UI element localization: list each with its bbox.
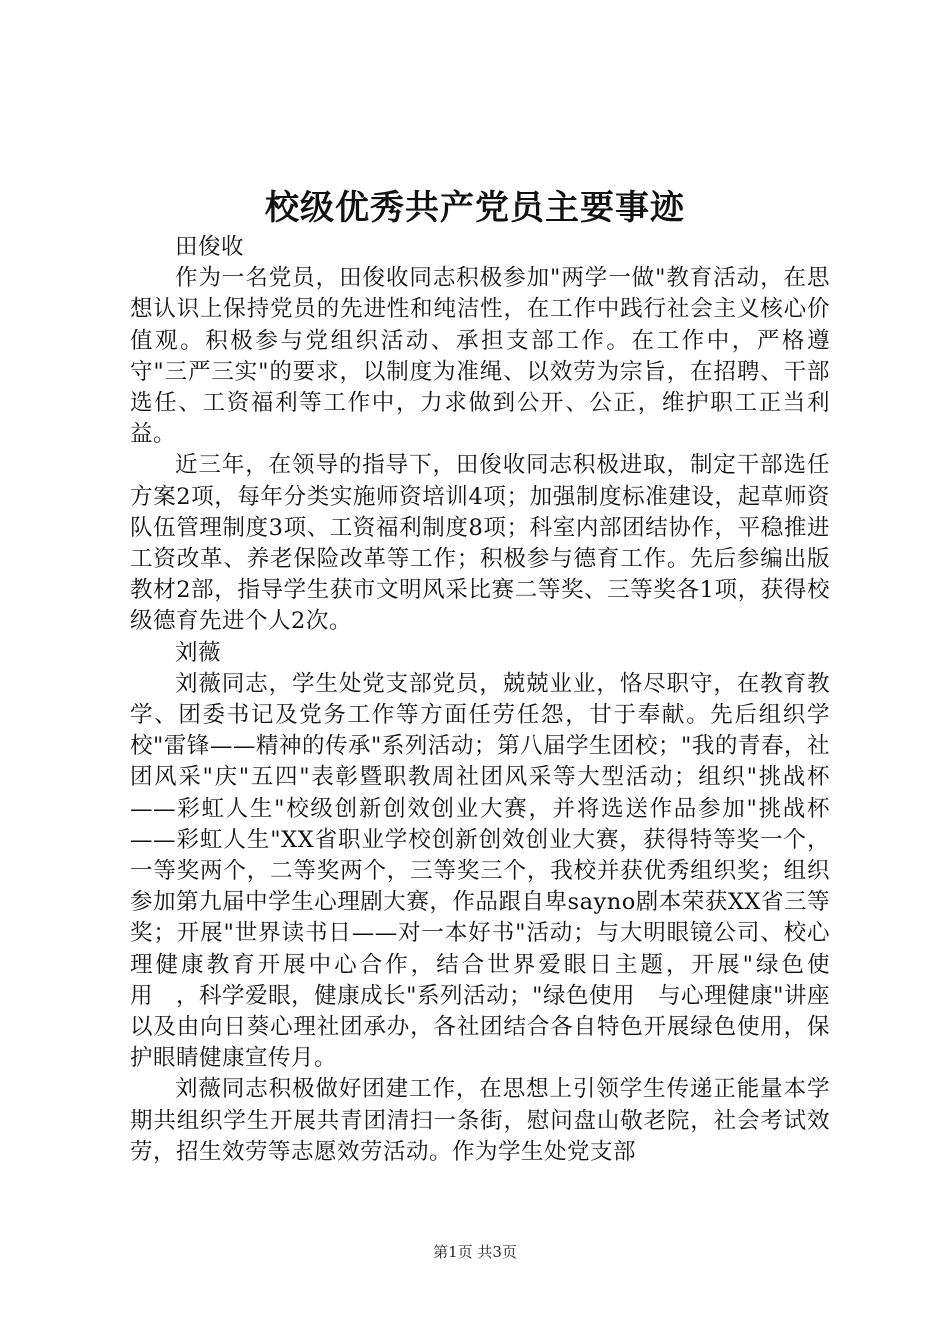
document-body (130, 232, 830, 1168)
paragraph: 作为一名党员，田俊收同志积极参加"两学一做"教育活动，在思想认识上保持党员的先进性和纯洁性，在工作中践行社会主义核心价值观。积极参与党组织活动、承担支部工作。在工作中，严格遵守"三严三实"的要求，以制度为准绳、以效劳为宗旨，在招聘、干部选任、工资福利等工作中，力求做到公开、公正，维护职工正当利益。 (130, 265, 830, 448)
person-name: 刘薇 (175, 639, 222, 666)
person-name: 田俊收 (175, 234, 245, 260)
paragraph: 近三年，在领导的指导下，田俊收同志积极进取，制定干部选任方案2项，每年分类实施师资培训4项；加强制度标准建设，起草师资队伍管理制度3项、工资福利制度8项；科室内部团结协作，平稳推进工资改革、养老保险改革等工作；积极参与德育工作。先后参编出版教材2部，指导学生获市文明风采比赛二等奖、三等奖各1项，获得校级德育先进个人2次。 (130, 452, 830, 635)
page-number: 第1页 共3页 (433, 1243, 517, 1261)
paragraph: 刘薇同志，学生处党支部党员，兢兢业业，恪尽职守，在教育教学、团委书记及党务工作等方面任劳任怨，甘于奉献。先后组织学校"雷锋——精神的传承"系列活动；第八届学生团校；"我的青春，社团风采"庆"五四"表彰暨职教周社团风采等大型活动；组织"挑战杯——彩虹人生"校级创新创效创业大赛，并将选送作品参加"挑战杯——彩虹人生"XX省职业学校创新创效创业大赛，获得特等奖一个，一等奖两个，二等奖两个，三等奖三个，我校并获优秀组织奖；组织参加第九届中学生心理剧大赛，作品跟自卑sayno剧本荣获XX省三等奖；开展"世界读书日——对一本好书"活动；与大明眼镜公司、校心理健康教育开展中心合作，结合世界爱眼日主题，开展"绿色使用 ，科学爱眼，健康成长"系列活动；"绿色使用 与心理健康"讲座以及由向日葵心理社团承办，各社团结合各自特色开展绿色使用，保护眼睛健康宣传月。 (130, 670, 830, 1072)
paragraph: 刘薇同志积极做好团建工作，在思想上引领学生传递正能量本学期共组织学生开展共青团清扫一条街，慰问盘山敬老院，社会考试效劳，招生效劳等志愿效劳活动。作为学生处党支部 (130, 1076, 830, 1165)
document-title: 校级优秀共产党员主要事迹 (265, 188, 685, 228)
